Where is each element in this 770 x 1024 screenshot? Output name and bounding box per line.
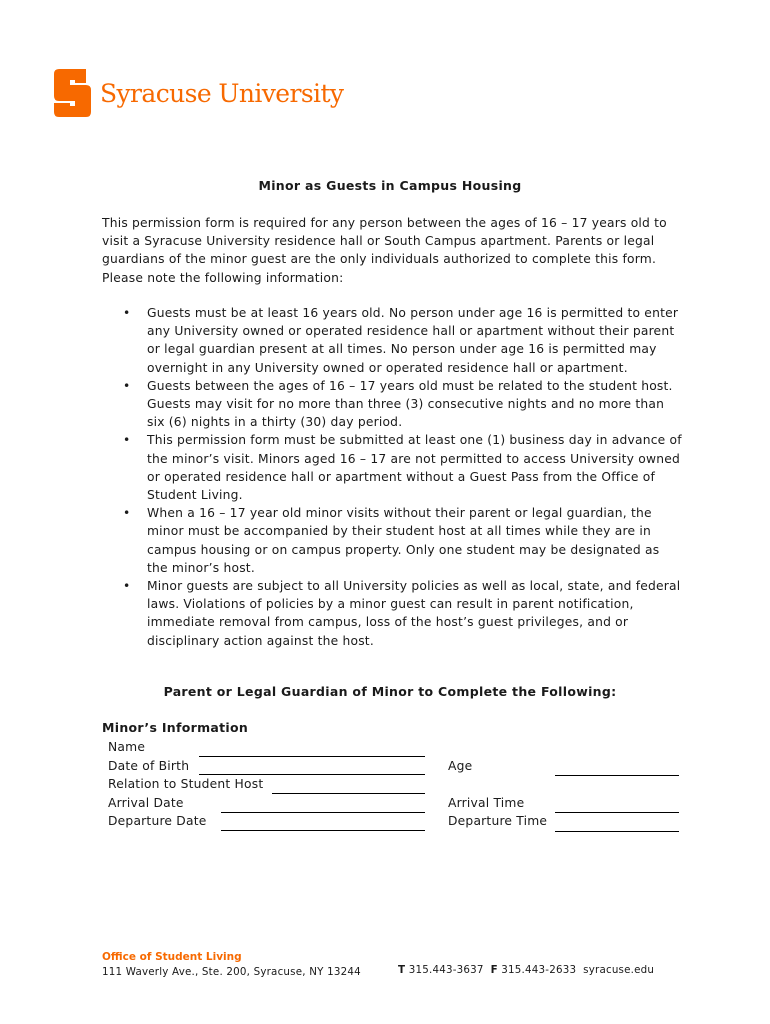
rule-item: • Minor guests are subject to all University policies as well as local, state, and federal laws. Violations of policies by a minor guest can result in parent notification, immediate removal from campus, loss of the host’s guest privileges, and or disciplinary action against the host. [102,577,682,650]
rule-item: • Guests between the ages of 16 – 17 years old must be related to the student host. Guests may visit for no more than three (3) consecutive nights and no more than six (6) nights in a thirty (30) day period. [102,377,682,432]
name-field[interactable] [199,756,425,757]
minor-info-heading: Minor’s Information [102,720,249,735]
departure-time-label: Departure Time [448,814,548,828]
rules-list [102,304,682,650]
guardian-section-title: Parent or Legal Guardian of Minor to Complete the Following: [163,684,617,699]
rule-item: • This permission form must be submitted at least one (1) business day in advance of the minor’s visit. Minors aged 16 – 17 are not permitted to access University owned or operated residence hall or apartment without a Guest Pass from the Office of Student Living. [102,431,682,504]
university-logo [54,69,343,117]
arrival-time-field[interactable] [555,812,679,813]
relation-label: Relation to Student Host [108,777,264,791]
age-field[interactable] [555,775,679,776]
departure-time-field[interactable] [555,831,679,832]
fax-number: 315.443-2633 [501,964,577,976]
footer-contact [398,964,654,976]
form-title: Minor as Guests in Campus Housing [258,178,522,193]
arrival-time-label: Arrival Time [448,796,525,810]
phone-number: 315.443-3637 [408,964,484,976]
rule-item: • Guests must be at least 16 years old. No person under age 16 is permitted to enter any University owned or operated residence hall or apartment without their parent or legal guardian present at all times. No person under age 16 is permitted may overnight in any University owned or operated residence hall or apartment. [102,304,682,377]
departure-date-label: Departure Date [108,814,207,828]
arrival-date-label: Arrival Date [108,796,184,810]
website-link[interactable]: syracuse.edu [583,964,655,976]
relation-field[interactable] [272,793,425,794]
arrival-date-field[interactable] [221,812,425,813]
dob-label: Date of Birth [108,759,190,773]
footer-office: Office of Student Living [102,951,242,963]
university-name: Syracuse University [100,78,344,108]
block-s-logo-icon [54,69,91,117]
fax-label: F [490,964,498,976]
departure-date-field[interactable] [221,830,425,831]
age-label: Age [448,759,473,773]
footer-address: 111 Waverly Ave., Ste. 200, Syracuse, NY 13244 [102,966,361,978]
phone-label: T [398,964,406,976]
name-label: Name [108,740,146,754]
rule-item: • When a 16 – 17 year old minor visits without their parent or legal guardian, the minor must be accompanied by their student host at all times while they are in campus housing or on campus property. Only one student may be designated as the minor’s host. [102,504,682,577]
intro-paragraph: This permission form is required for any person between the ages of 16 – 17 years old to visit a Syracuse University residence hall or South Campus apartment. Parents or legal guardians of the minor guest are the only individuals authorized to complete this form. Please note the following information: [102,216,667,285]
dob-field[interactable] [199,774,425,775]
